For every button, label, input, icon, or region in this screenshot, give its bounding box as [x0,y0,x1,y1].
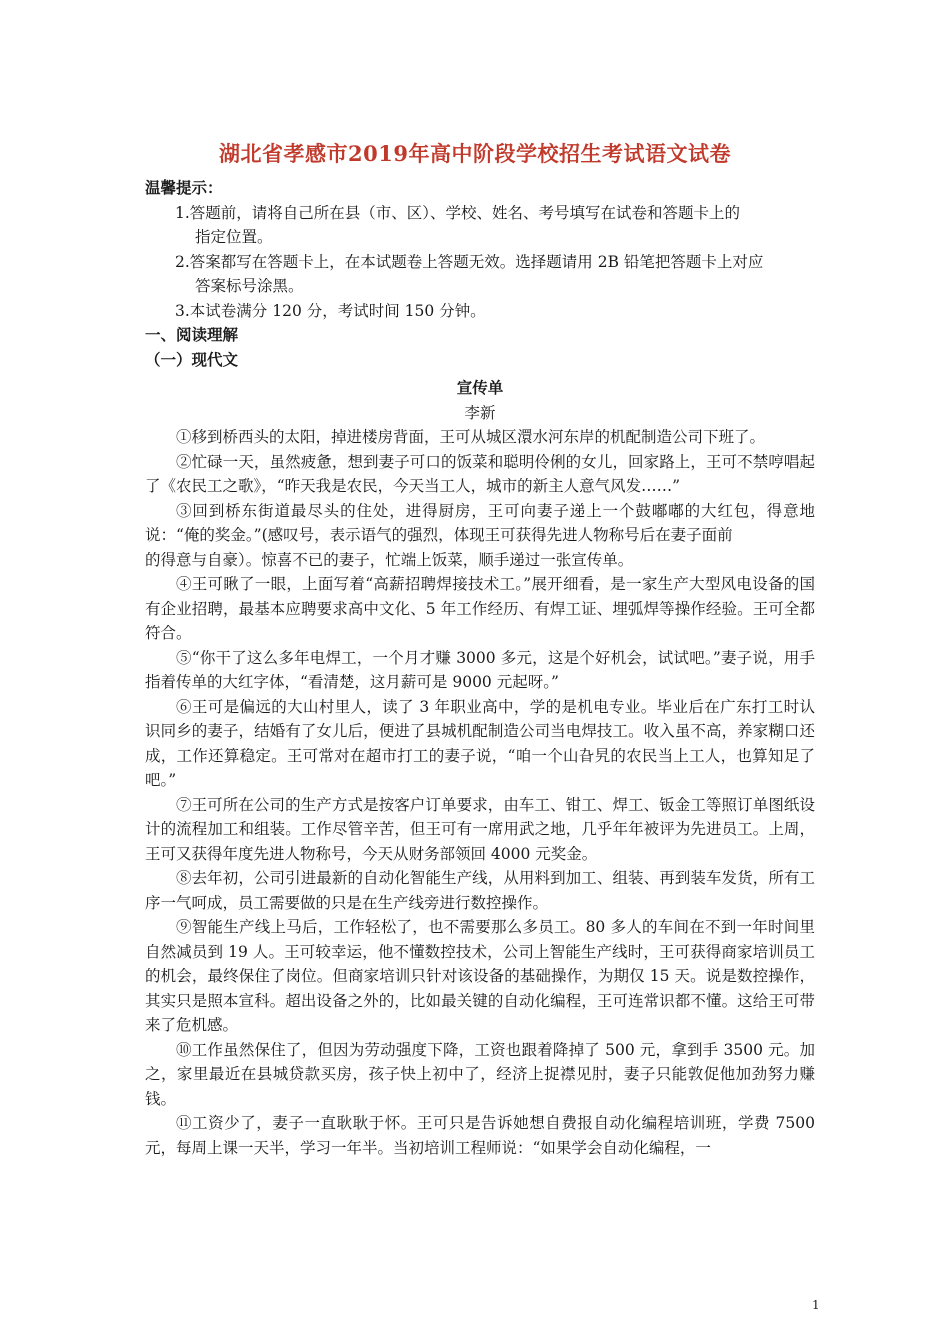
subsection-heading: （一）现代文 [145,349,239,369]
notice-item-text: 2.答案都写在答题卡上，在本试题卷上答题无效。选择题请用 2B 铅笔把答题卡上对应 [175,252,764,271]
page-number: 1 [812,1298,820,1312]
article-paragraph: ①移到桥西头的太阳，掉进楼房背面，王可从城区澴水河东岸的机配制造公司下班了。 [176,428,766,446]
notice-item-text: 3.本试卷满分 120 分，考试时间 150 分钟。 [175,301,486,320]
section-heading: 一、阅读理解 [145,325,239,344]
article-paragraph: ③回到桥东街道最尽头的住处，进得厨房，王可向妻子递上一个鼓嘟嘟的大红包，得意地说：“俺的奖金。”(感叹号，表示语气的强烈，体现王可获得先进人物称号后在妻子面前 [145,501,815,544]
article-author: 李新 [464,403,496,422]
notice-heading: 温馨提示： [145,178,223,197]
notice-item [145,250,815,299]
article-paragraph: ⑤“你干了这么多年电焊工，一个月才赚 3000 多元，这是个好机会，试试吧。”妻子说，用手指着传单的大红字体，“看清楚，这月薪可是 9000 元起呀。” [145,648,815,691]
article-paragraph: ⑩工作虽然保住了，但因为劳动强度下降，工资也跟着降掉了 500 元，拿到手 3500 元。加之，家里最近在县城贷款买房，孩子快上初中了，经济上捉襟见肘，妻子只能敦促他加劲努力赚钱。 [145,1040,815,1108]
article-paragraph: ④王可瞅了一眼，上面写着“高薪招聘焊接技术工。”展开细看，是一家生产大型风电设备的国有企业招聘，最基本应聘要求高中文化、5 年工作经历、有焊工证、埋弧焊等操作经验。王可全都符合。 [145,575,815,642]
article-paragraph: 的得意与自豪）。惊喜不已的妻子，忙端上饭菜，顺手递过一张宣传单。 [145,550,634,569]
article-title: 宣传单 [456,378,504,397]
notice-item-continuation: 答案标号涂黑。 [195,277,304,295]
notice-item-continuation: 指定位置。 [195,228,273,246]
article-paragraph: ②忙碌一天，虽然疲惫，想到妻子可口的饭菜和聪明伶俐的女儿，回家路上，王可不禁哼唱起了《农民工之歌》，“昨天我是农民，今天当工人，城市的新主人意气风发……” [145,452,815,495]
notice-item [145,201,815,250]
notice-item-text: 1.答题前，请将自己所在县（市、区）、学校、姓名、考号填写在试卷和答题卡上的 [175,203,741,222]
article-paragraph: ⑦王可所在公司的生产方式是按客户订单要求，由车工、钳工、焊工、钣金工等照订单图纸设计的流程加工和组装。工作尽管辛苦，但王可有一席用武之地，几乎年年被评为先进员工。上周，王可又获得年度先进人物称号，今天从财务部领回 4000 元奖金。 [145,795,815,863]
article-paragraph: ⑥王可是偏远的大山村里人，读了 3 年职业高中，学的是机电专业。毕业后在广东打工时认识同乡的妻子，结婚有了女儿后，便进了县城机配制造公司当电焊技工。收入虽不高，养家糊口还成，工作还算稳定。王可常对在超市打工的妻子说，“咱一个山旮旯的农民当上工人，也算知足了吧。” [145,697,815,789]
notice-item [145,299,815,324]
article-paragraph: ⑧去年初，公司引进最新的自动化智能生产线，从用料到加工、组装、再到装车发货，所有工序一气呵成，员工需要做的只是在生产线旁进行数控操作。 [145,869,815,912]
notice-block [145,176,815,1160]
article-paragraph: ⑪工资少了，妻子一直耿耿于怀。王可只是告诉她想自费报自动化编程培训班，学费 7500 元，每周上课一天半，学习一年半。当初培训工程师说：“如果学会自动化编程，一 [145,1114,815,1157]
article-paragraph: ⑨智能生产线上马后，工作轻松了，也不需要那么多员工。80 多人的车间在不到一年时间里自然减员到 19 人。王可较幸运，他不懂数控技术，公司上智能生产线时，王可获得商家培训员工的机会，最终保住了岗位。但商家培训只针对该设备的基础操作，为期仅 15 天。说是数控操作，其实只是照本宣科。超出设备之外的，比如最关键的自动化编程，王可连常识都不懂。这给王可带来了危机感。 [145,918,815,1034]
exam-title: 湖北省孝感市2019年高中阶段学校招生考试语文试卷 [219,141,731,166]
